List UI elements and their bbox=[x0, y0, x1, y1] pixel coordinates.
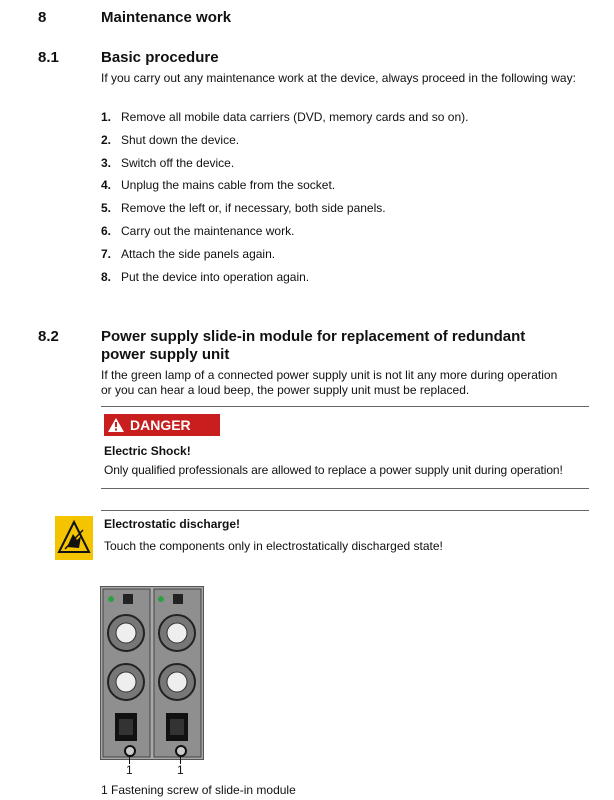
subsection-number-psu: 8.2 bbox=[38, 328, 59, 345]
procedure-list bbox=[101, 110, 591, 292]
list-item bbox=[101, 270, 591, 293]
section-number: 8 bbox=[38, 9, 47, 26]
step-text: Shut down the device. bbox=[121, 132, 240, 147]
esd-icon bbox=[55, 516, 93, 560]
basic-intro: If you carry out any maintenance work at the device, always proceed in the following way: bbox=[101, 71, 576, 85]
step-text: Carry out the maintenance work. bbox=[121, 223, 295, 238]
list-item bbox=[101, 178, 591, 201]
list-item bbox=[101, 133, 591, 156]
danger-bottom-rule bbox=[101, 488, 589, 489]
danger-label: DANGER bbox=[130, 417, 191, 433]
callout-number-left: 1 bbox=[126, 763, 133, 777]
list-item bbox=[101, 201, 591, 224]
esd-text: Touch the components only in electrostatically discharged state! bbox=[104, 539, 443, 553]
step-number: 3. bbox=[101, 155, 112, 170]
step-text: Put the device into operation again. bbox=[121, 269, 310, 284]
subsection-number-basic: 8.1 bbox=[38, 49, 59, 66]
step-text: Remove the left or, if necessary, both side panels. bbox=[121, 201, 386, 216]
danger-text: Only qualified professionals are allowed to replace a power supply unit during operation! bbox=[104, 463, 563, 477]
step-text: Remove all mobile data carriers (DVD, memory cards and so on). bbox=[121, 110, 469, 124]
subsection-title-psu-line1: Power supply slide-in module for replacement of redundant bbox=[101, 328, 526, 345]
step-number: 8. bbox=[101, 269, 112, 284]
warning-icon bbox=[108, 418, 124, 432]
psu-intro-line1: If the green lamp of a connected power supply unit is not lit any more during operation bbox=[101, 368, 558, 382]
step-number: 5. bbox=[101, 201, 112, 216]
psu-intro-line2: or you can hear a loud beep, the power supply unit must be replaced. bbox=[101, 383, 470, 397]
step-text: Switch off the device. bbox=[121, 155, 235, 170]
callout-number-right: 1 bbox=[177, 763, 184, 777]
subsection-title-psu-line2: power supply unit bbox=[101, 346, 230, 363]
section-title: Maintenance work bbox=[101, 9, 232, 26]
subsection-title-basic: Basic procedure bbox=[101, 49, 219, 66]
list-item bbox=[101, 224, 591, 247]
danger-heading: Electric Shock! bbox=[104, 444, 191, 458]
step-text: Attach the side panels again. bbox=[121, 246, 276, 261]
step-text: Unplug the mains cable from the socket. bbox=[121, 178, 336, 193]
figure-caption: 1 Fastening screw of slide-in module bbox=[101, 783, 296, 797]
danger-top-rule bbox=[101, 406, 589, 407]
step-number: 1. bbox=[101, 110, 112, 124]
psu-module-image bbox=[100, 586, 204, 760]
esd-top-rule bbox=[101, 510, 589, 511]
step-number: 7. bbox=[101, 246, 112, 261]
danger-badge bbox=[104, 414, 220, 436]
step-number: 4. bbox=[101, 178, 112, 193]
step-number: 6. bbox=[101, 223, 112, 238]
esd-heading: Electrostatic discharge! bbox=[104, 517, 241, 531]
step-number: 2. bbox=[101, 132, 112, 147]
list-item bbox=[101, 110, 591, 133]
list-item bbox=[101, 156, 591, 179]
list-item bbox=[101, 247, 591, 270]
